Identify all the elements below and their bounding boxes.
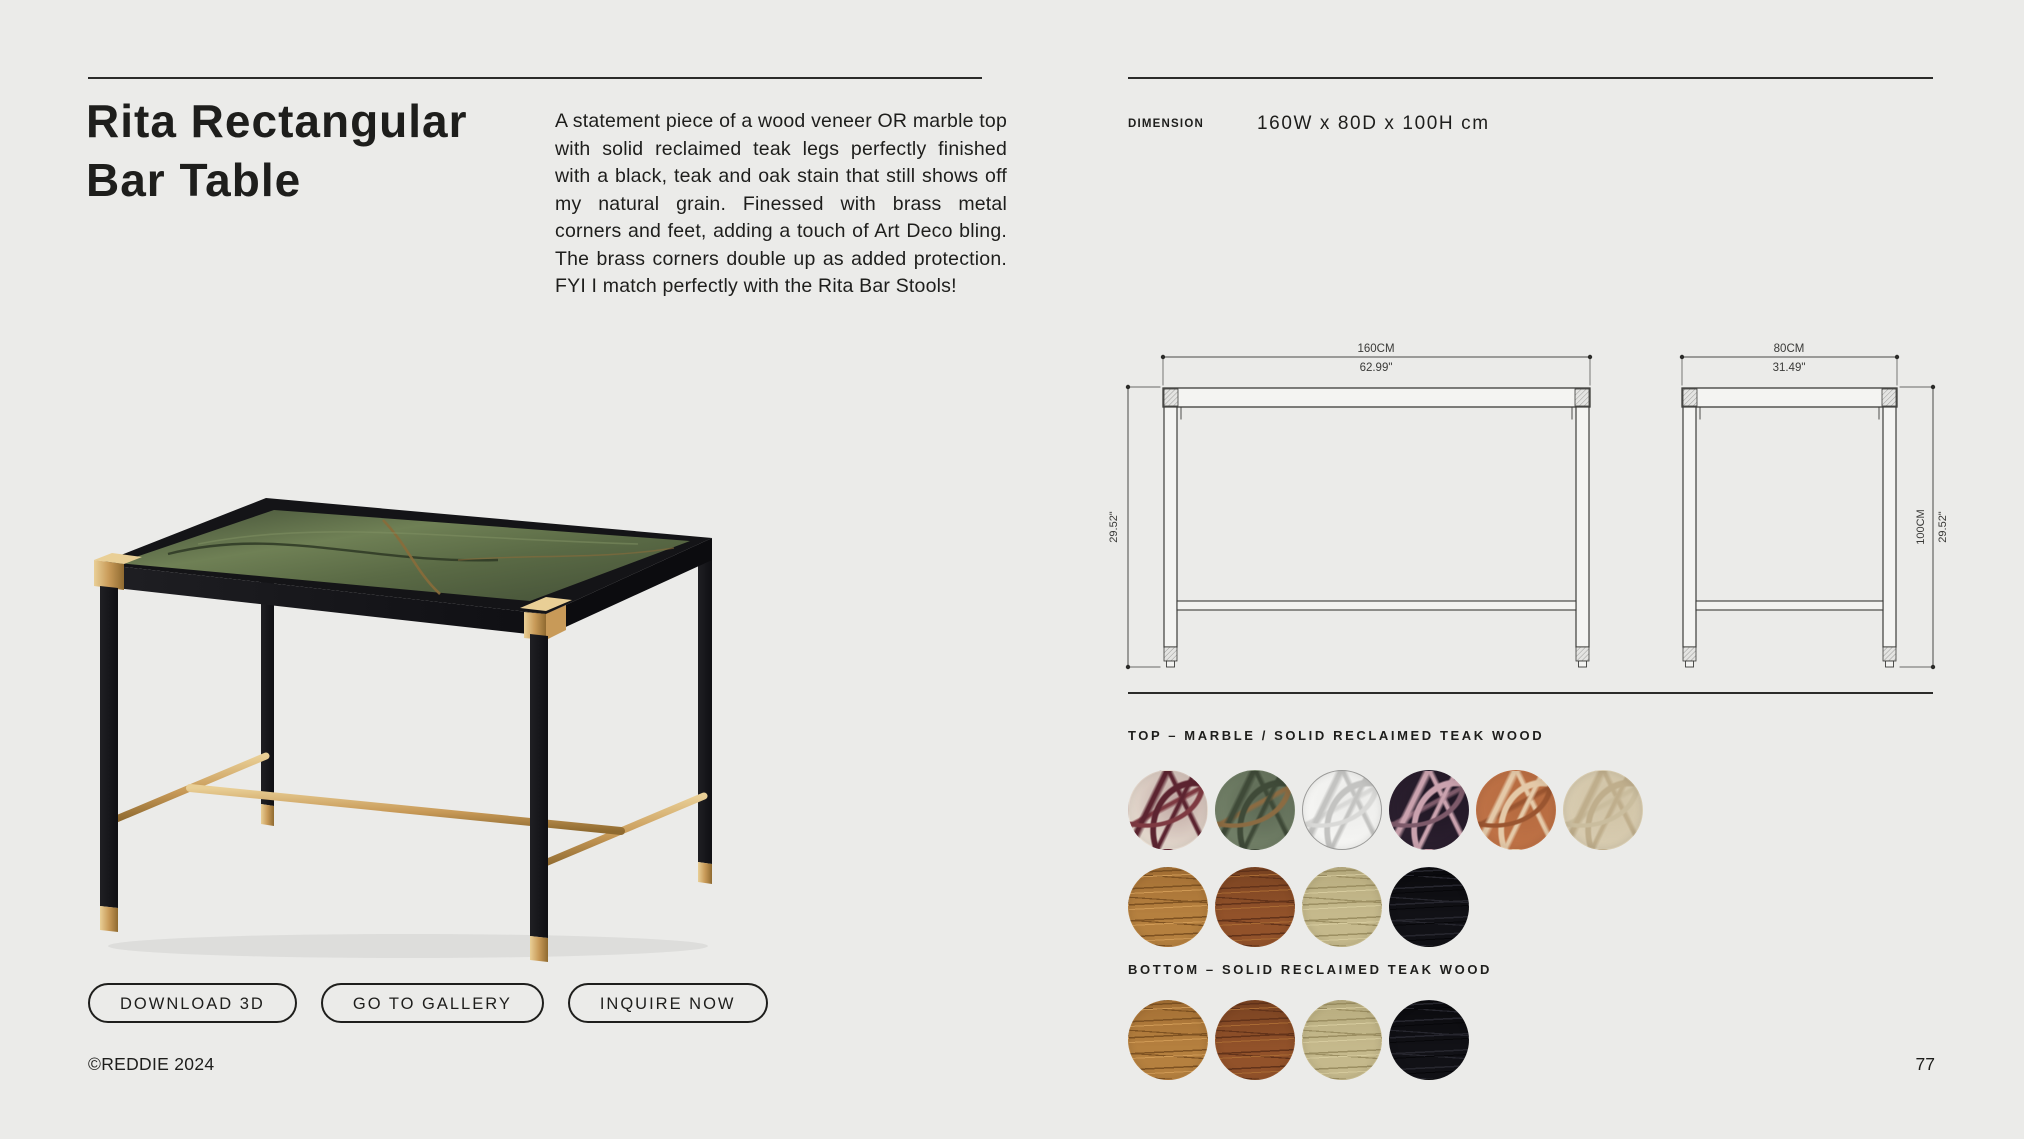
inquire-now-button[interactable]: INQUIRE NOW <box>568 983 768 1023</box>
swatch-marble-rojo-terracotta <box>1476 770 1556 850</box>
action-buttons <box>88 983 768 1023</box>
bottom-materials-label: BOTTOM – SOLID RECLAIMED TEAK WOOD <box>1128 962 1493 977</box>
swatch-teak-brown-stain <box>1215 1000 1295 1080</box>
brass-corner-cap-left <box>94 560 124 590</box>
swatch-marble-forest-green <box>1215 770 1295 850</box>
table-front-left-foot <box>100 906 118 932</box>
front-height-in-label: 29.52" <box>1108 511 1120 543</box>
table-front-right-leg <box>530 634 548 938</box>
top-materials-label: TOP – MARBLE / SOLID RECLAIMED TEAK WOOD <box>1128 728 1545 743</box>
product-title: Rita Rectangular Bar Table <box>86 95 468 206</box>
product-photo <box>78 468 728 968</box>
front-width-in-label: 62.99" <box>1359 362 1393 374</box>
materials-separator-rule <box>1128 692 1933 694</box>
elevation-drawings <box>1100 335 1960 680</box>
swatch-marble-carrara-white <box>1302 770 1382 850</box>
stretcher-cross-rail <box>190 788 621 831</box>
swatch-teak-brown-stain <box>1215 867 1295 947</box>
swatch-teak-black-stain <box>1389 1000 1469 1080</box>
swatch-oak-natural <box>1302 1000 1382 1080</box>
swatch-marble-calacatta-viola <box>1128 770 1208 850</box>
side-height-in-label: 29.52" <box>1937 511 1949 543</box>
top-rule-right <box>1128 77 1933 79</box>
table-front-right-foot <box>530 936 548 962</box>
top-materials-swatches <box>1128 770 1658 947</box>
dimension-value: 160W x 80D x 100H cm <box>1257 113 1490 134</box>
table-back-right-leg <box>698 554 712 864</box>
table-back-right-foot <box>698 862 712 884</box>
swatch-oak-natural <box>1302 867 1382 947</box>
floor-shadow <box>108 934 708 958</box>
table-back-left-foot <box>261 804 274 826</box>
bottom-materials-swatches <box>1128 1000 1658 1080</box>
side-height-cm-label: 100CM <box>1915 509 1927 545</box>
side-elevation-drawing <box>1680 343 1949 669</box>
side-depth-in-label: 31.49" <box>1772 362 1806 374</box>
top-rule-left <box>88 77 982 79</box>
product-description: A statement piece of a wood veneer OR marble top with solid reclaimed teak legs perfectly finished with a black, teak and oak stain that still shows off my natural grain. Finessed with brass metal corners and feet, adding a touch of Art Deco bling. The brass corners double up as added protection. FYI I match perfectly with the Rita Bar Stools! <box>555 110 1007 297</box>
page-number: 77 <box>1915 1054 1935 1074</box>
swatch-marble-levanto-dark <box>1389 770 1469 850</box>
dimension-label: DIMENSION <box>1128 118 1204 130</box>
swatch-teak-natural <box>1128 1000 1208 1080</box>
swatch-teak-black-stain <box>1389 867 1469 947</box>
front-width-cm-label: 160CM <box>1357 343 1395 355</box>
swatch-teak-natural <box>1128 867 1208 947</box>
front-elevation-drawing <box>1108 343 1592 669</box>
swatch-marble-crema-beige <box>1563 770 1643 850</box>
copyright: ©REDDIE 2024 <box>88 1054 215 1074</box>
side-depth-cm-label: 80CM <box>1773 343 1805 355</box>
download-3d-button[interactable]: DOWNLOAD 3D <box>88 983 297 1023</box>
go-to-gallery-button[interactable]: GO TO GALLERY <box>321 983 544 1023</box>
table-front-left-leg <box>100 586 118 908</box>
